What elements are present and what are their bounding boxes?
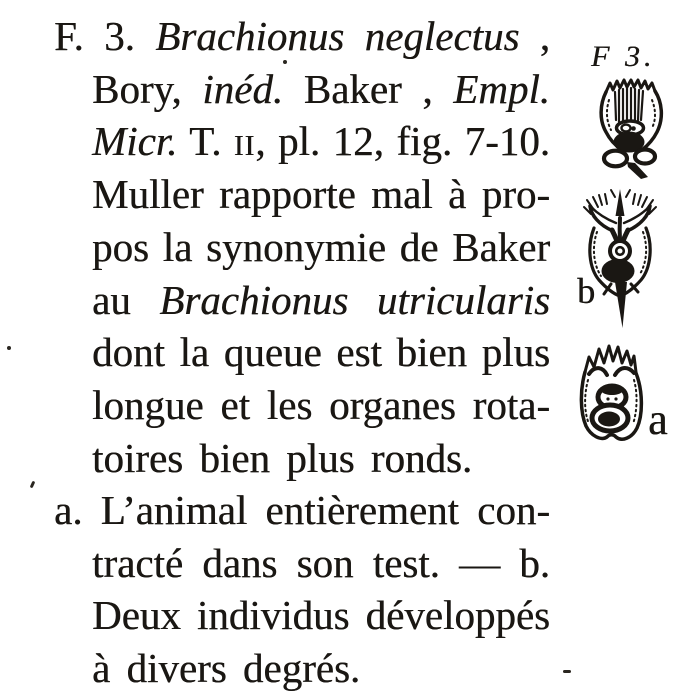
- text-segment: inéd.: [202, 65, 284, 112]
- text-segment: Micr.: [92, 118, 178, 165]
- figure-label-a: a: [648, 395, 668, 444]
- text-line: [92, 642, 550, 695]
- text-segment: Brachionus utricularis: [159, 276, 550, 323]
- text-segment: F. 3.: [54, 13, 156, 59]
- text-segment: Bory,: [92, 65, 203, 112]
- paragraph-entry: [54, 10, 550, 484]
- text-line: [92, 63, 550, 116]
- text-segment: longue et les organes rota-: [92, 381, 550, 428]
- text-segment: , pl. 12, fig. 7-10.: [255, 118, 550, 165]
- text-segment: T.: [177, 118, 234, 165]
- text-line: [92, 115, 550, 168]
- text-line: [92, 326, 550, 379]
- text-line: [54, 10, 550, 63]
- text-segment: dont la queue est bien plus: [92, 329, 550, 376]
- text-segment: au: [92, 276, 160, 323]
- text-line: [54, 484, 550, 537]
- text-segment: tracté dans son test. — b.: [92, 539, 550, 586]
- text-line: [92, 589, 550, 642]
- scan-speck: [563, 670, 571, 673]
- text-segment: Muller rapporte mal à pro-: [92, 171, 550, 218]
- text-segment: ii: [233, 118, 256, 165]
- text-segment: Baker ,: [283, 65, 454, 112]
- text-line: [92, 168, 550, 221]
- text-segment: ,: [519, 13, 550, 59]
- text-line: [92, 432, 550, 485]
- text-line: [92, 274, 550, 327]
- paragraph-legend: [54, 484, 550, 695]
- rotifer-brush-figure-icon: [596, 76, 668, 180]
- text-segment: Empl.: [453, 65, 550, 112]
- scan-speck: [283, 60, 287, 64]
- text-line: [92, 221, 550, 274]
- figure-label-b: b: [577, 271, 595, 311]
- text-segment: toires bien plus ronds.: [92, 434, 473, 481]
- rotifer-contracted-figure-icon: [576, 340, 650, 444]
- text-segment: a. L’animal entièrement con-: [54, 487, 550, 533]
- text-segment: pos la synonymie de Baker: [92, 223, 550, 270]
- text-segment: à divers degrés.: [92, 645, 361, 692]
- text-line: [92, 537, 550, 590]
- cilia-striations: [615, 88, 643, 124]
- scan-speck: [7, 346, 11, 350]
- figure-plate-label: F 3.: [591, 40, 656, 73]
- text-segment: Deux individus développés: [92, 592, 550, 639]
- text-line: [92, 379, 550, 432]
- text-segment: Brachionus neglectus: [155, 13, 520, 59]
